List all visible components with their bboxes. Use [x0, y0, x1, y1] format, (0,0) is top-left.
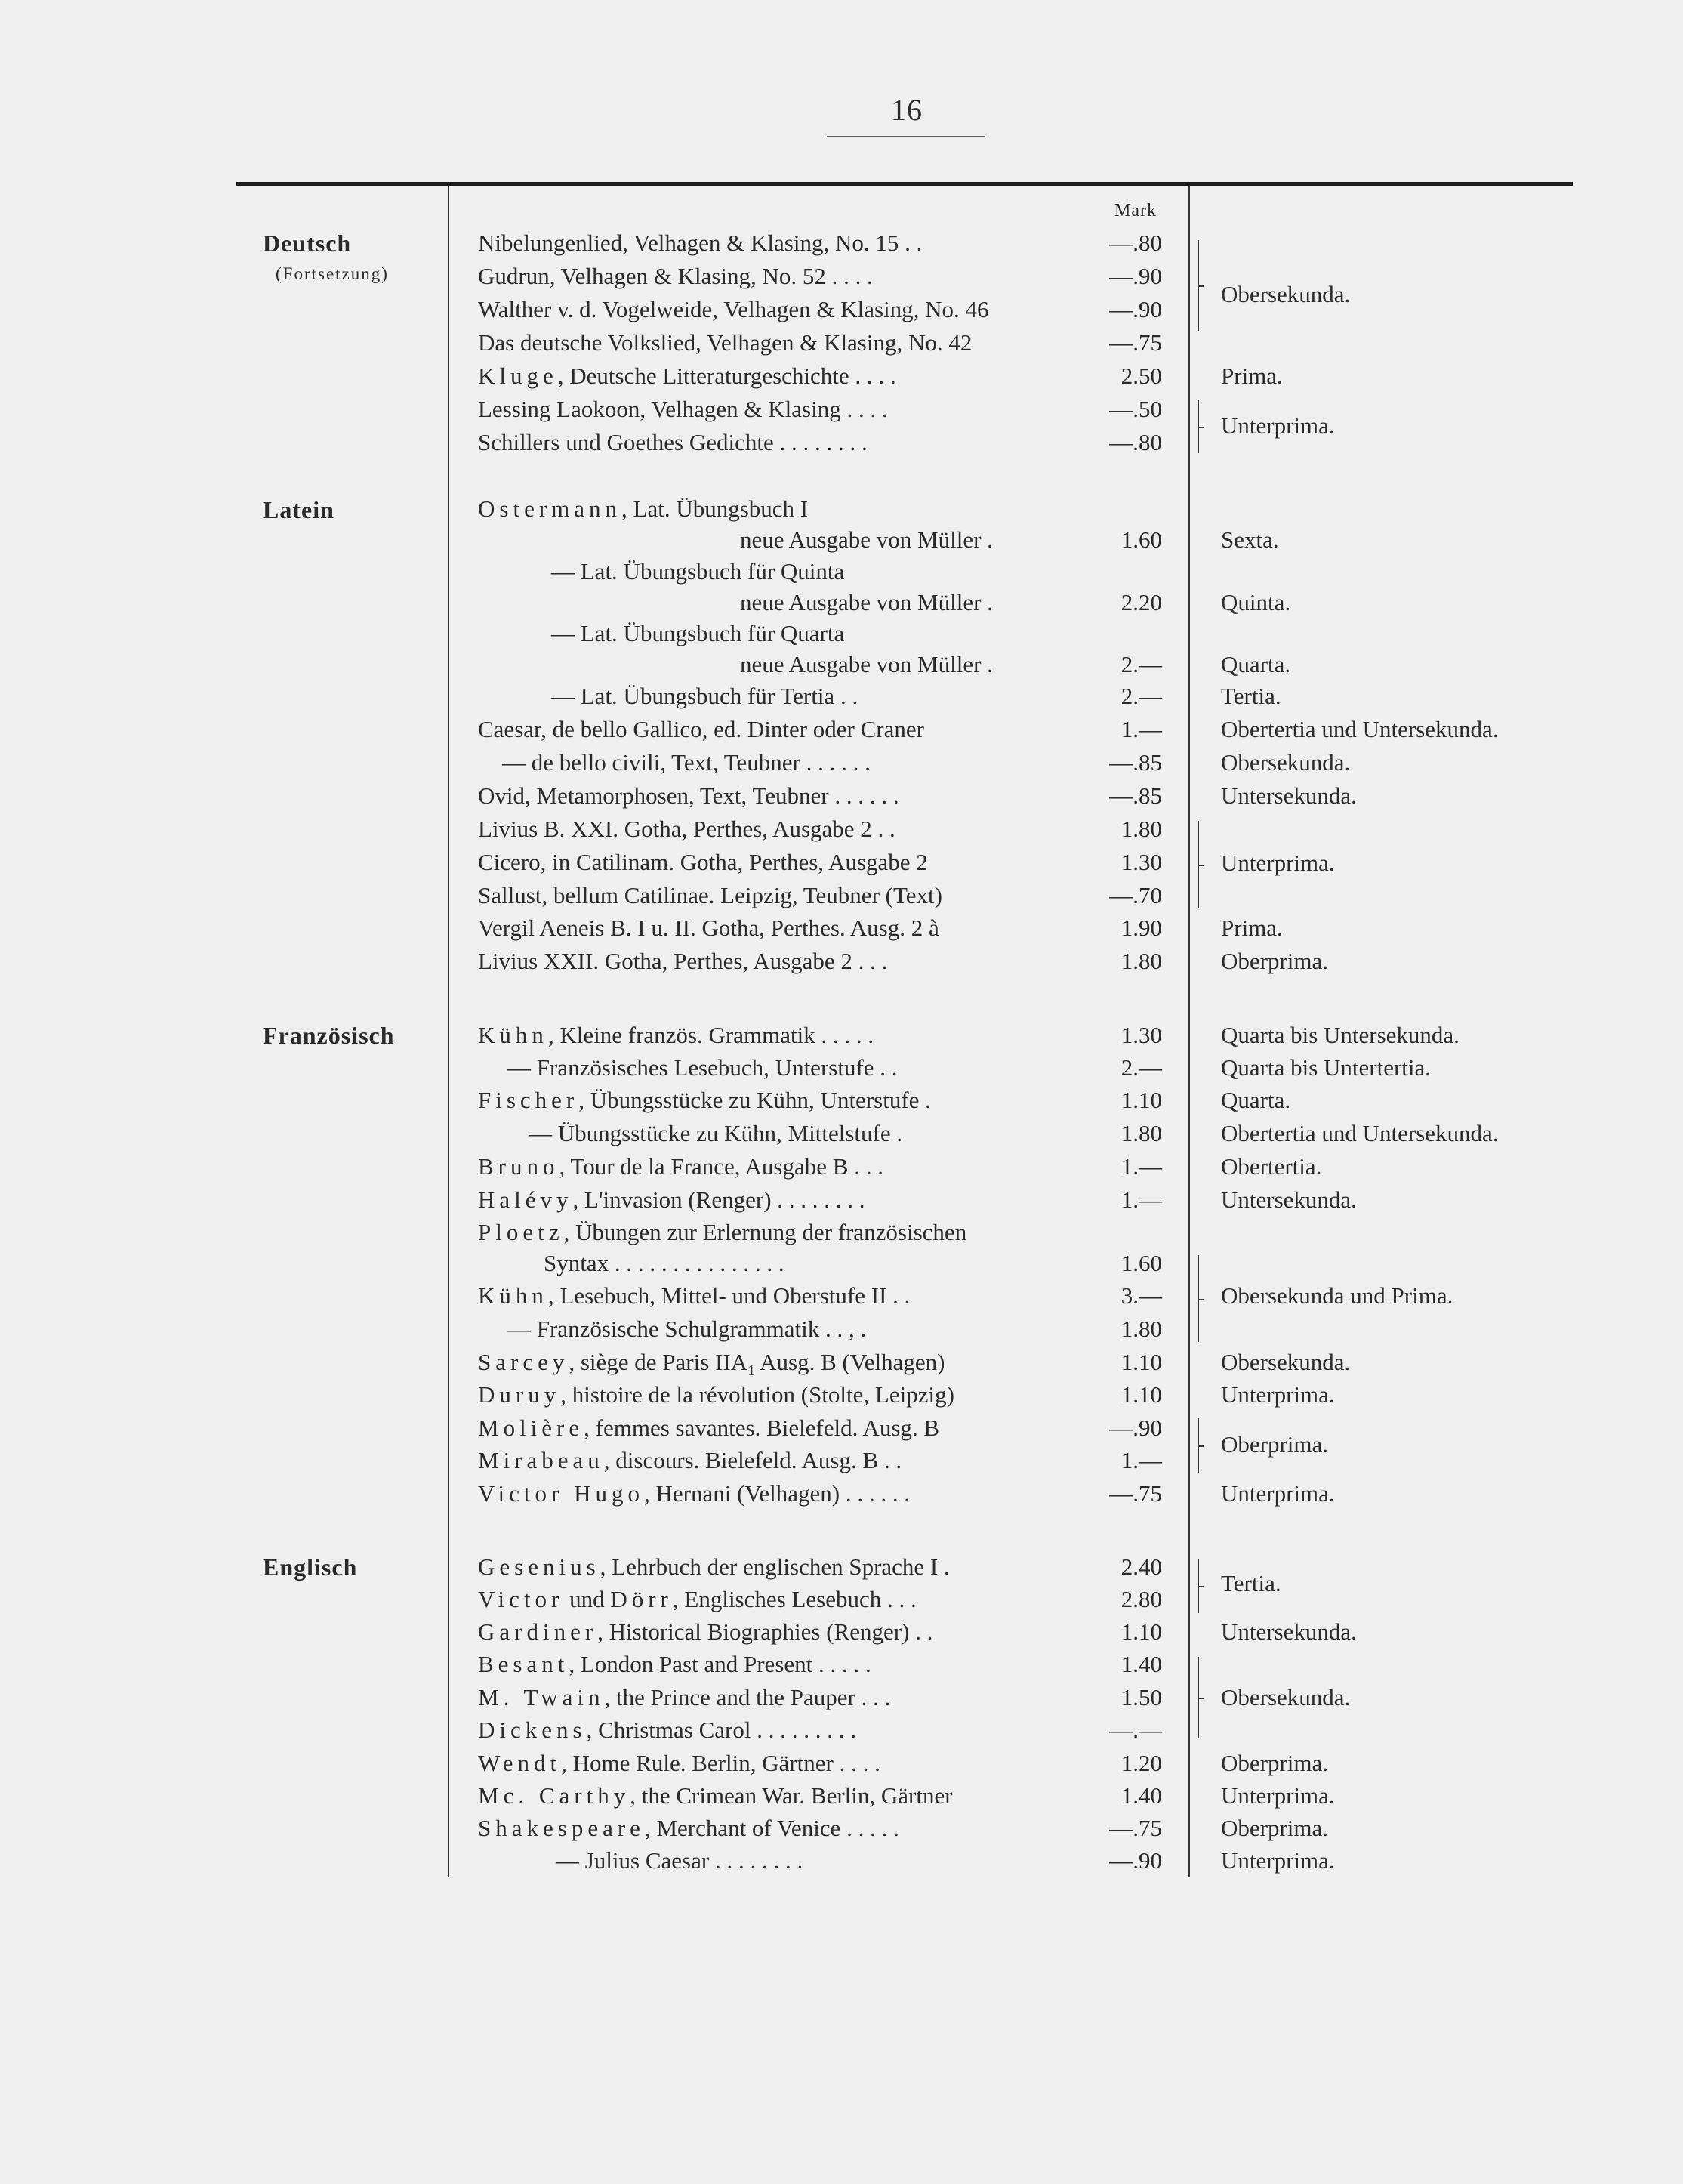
book-title: Cicero, in Catilinam. Gotha, Perthes, Ausgabe 2	[478, 849, 928, 875]
book-title: Walther v. d. Vogelweide, Velhagen & Klasing, No. 46	[478, 296, 989, 322]
book-entry	[478, 1587, 917, 1612]
book-price: 1.80	[1120, 816, 1162, 842]
book-price: 2.40	[1120, 1553, 1162, 1580]
book-title: Das deutsche Volkslied, Velhagen & Klasing, No. 42	[478, 329, 973, 356]
class-level: Obersekunda und Prima.	[1221, 1282, 1453, 1309]
book-author: Kühn	[478, 1282, 548, 1309]
book-author: Kühn	[478, 1022, 548, 1048]
book-title: Ovid, Metamorphosen, Text, Teubner . . . . . .	[478, 782, 899, 809]
book-price: 1.80	[1120, 948, 1162, 974]
book-title: , Home Rule. Berlin, Gärtner . . . .	[561, 1750, 880, 1776]
book-title: , Übungsstücke zu Kühn, Unterstufe .	[578, 1087, 931, 1113]
book-title-end: , Englisches Lesebuch . . .	[672, 1586, 917, 1612]
book-author: Besant	[478, 1651, 569, 1677]
book-title: Vergil Aeneis B. I u. II. Gotha, Perthes. Ausg. 2 à	[478, 915, 939, 941]
book-title: , siège de Paris IIA	[569, 1349, 748, 1375]
book-title: , femmes savantes. Bielefeld. Ausg. B	[584, 1414, 940, 1441]
class-level: Unterprima.	[1221, 850, 1335, 876]
book-author: Duruy	[478, 1381, 561, 1408]
book-entry	[478, 1717, 856, 1743]
price-column-header: Mark	[1114, 201, 1157, 221]
class-level: Quarta bis Untertertia.	[1221, 1054, 1432, 1081]
book-title: , Kleine französ. Grammatik . . . . .	[547, 1022, 874, 1048]
class-level: Prima.	[1221, 362, 1283, 389]
book-title: — Lat. Übungsbuch für Quarta	[551, 620, 845, 646]
book-entry	[478, 1382, 954, 1408]
book-author: Victor Hugo	[478, 1480, 644, 1507]
class-level: Untersekunda.	[1221, 1618, 1357, 1645]
book-entry	[478, 1220, 966, 1245]
book-title: — de bello civili, Text, Teubner . . . . . .	[502, 749, 871, 776]
book-entry	[478, 1023, 874, 1048]
book-title: , Merchant of Venice . . . . .	[644, 1815, 899, 1841]
class-level: Tertia.	[1221, 683, 1281, 709]
book-entry	[478, 1652, 871, 1677]
class-level: Quinta.	[1221, 589, 1291, 615]
class-level: Quarta.	[1221, 651, 1291, 677]
book-title: , Tour de la France, Ausgabe B . . .	[559, 1153, 883, 1180]
book-entry	[478, 1554, 950, 1580]
book-title: neue Ausgabe von Müller .	[740, 589, 993, 615]
book-author: Dickens	[478, 1717, 587, 1743]
book-author: Halévy	[478, 1186, 573, 1213]
book-title: , histoire de la révolution (Stolte, Leipzig)	[560, 1381, 954, 1408]
book-author: Molière	[478, 1414, 584, 1441]
book-entry	[478, 1087, 931, 1113]
grouping-brace	[1198, 1657, 1207, 1738]
class-level: Obersekunda.	[1221, 749, 1351, 776]
book-price: 1.60	[1120, 1250, 1162, 1276]
book-price: —.50	[1109, 396, 1162, 422]
book-price: 1.20	[1120, 1750, 1162, 1776]
book-price: —.70	[1109, 882, 1162, 908]
book-title: Nibelungenlied, Velhagen & Klasing, No. 15 . .	[478, 230, 923, 256]
subject-heading: Latein	[263, 496, 334, 523]
book-title: , the Crimean War. Berlin, Gärtner	[630, 1782, 953, 1809]
book-author: Mc. Carthy	[478, 1782, 630, 1809]
grouping-brace	[1198, 1255, 1207, 1342]
book-author-2: Dörr	[610, 1586, 673, 1612]
column-divider-left	[448, 186, 449, 1877]
book-price: —.85	[1109, 782, 1162, 809]
book-title: , Übungen zur Erlernung der französischen	[563, 1219, 967, 1245]
book-author: Mirabeau	[478, 1447, 604, 1473]
book-price: 1.10	[1120, 1087, 1162, 1113]
class-level: Oberprima.	[1221, 1750, 1329, 1776]
class-level: Obertertia und Untersekunda.	[1221, 716, 1499, 742]
grouping-brace	[1198, 821, 1207, 908]
book-entry	[478, 1783, 953, 1809]
table-top-rule	[236, 182, 1573, 186]
book-price: —.—	[1109, 1717, 1162, 1743]
book-entry	[478, 1815, 899, 1841]
subject-note: (Fortsetzung)	[276, 264, 389, 283]
book-author: Wendt	[478, 1750, 562, 1776]
class-level: Unterprima.	[1221, 1381, 1335, 1408]
book-title: , London Past and Present . . . . .	[569, 1651, 871, 1677]
class-level: Obersekunda.	[1221, 1684, 1351, 1710]
book-title: , L'invasion (Renger) . . . . . . . .	[572, 1186, 865, 1213]
book-title-end: Ausg. B (Velhagen)	[755, 1349, 945, 1375]
subject-heading: Deutsch	[263, 230, 352, 257]
book-price: —.75	[1109, 1480, 1162, 1507]
book-price: —.80	[1109, 230, 1162, 256]
book-price: 1.10	[1120, 1349, 1162, 1375]
book-title: Syntax . . . . . . . . . . . . . . .	[544, 1250, 784, 1276]
book-title: , Lesebuch, Mittel- und Oberstufe II . .	[547, 1282, 911, 1309]
book-price: 1.40	[1120, 1651, 1162, 1677]
book-price: —.90	[1109, 296, 1162, 322]
book-title: Livius XXII. Gotha, Perthes, Ausgabe 2 . . .	[478, 948, 888, 974]
book-title: Caesar, de bello Gallico, ed. Dinter oder Craner	[478, 716, 924, 742]
class-level: Prima.	[1221, 915, 1283, 941]
book-price: —.75	[1109, 1815, 1162, 1841]
class-level: Untersekunda.	[1221, 782, 1357, 809]
book-entry	[478, 1187, 865, 1213]
book-price: 1.10	[1120, 1618, 1162, 1645]
class-level: Obertertia und Untersekunda.	[1221, 1120, 1499, 1146]
book-price: 1.60	[1120, 526, 1162, 553]
book-title: , discours. Bielefeld. Ausg. B . .	[603, 1447, 902, 1473]
book-price: 1.10	[1120, 1381, 1162, 1408]
class-level: Unterprima.	[1221, 1782, 1335, 1809]
class-level: Oberprima.	[1221, 1815, 1329, 1841]
book-price: 1.50	[1120, 1684, 1162, 1710]
book-title: , the Prince and the Pauper . . .	[604, 1684, 891, 1710]
book-author: Ploetz	[478, 1219, 564, 1245]
grouping-brace	[1198, 1559, 1207, 1613]
page-number-rule	[827, 136, 985, 137]
book-title: , Deutsche Litteraturgeschichte . . . .	[557, 362, 896, 389]
book-price: 2.20	[1120, 589, 1162, 615]
class-level: Unterprima.	[1221, 1847, 1335, 1874]
book-author: Kluge	[478, 362, 558, 389]
book-title: und	[563, 1586, 611, 1612]
book-price: 1.80	[1120, 1120, 1162, 1146]
book-price: 2.—	[1120, 651, 1162, 677]
book-entry	[478, 1350, 945, 1384]
book-price: —.90	[1109, 1847, 1162, 1874]
book-entry	[478, 1685, 890, 1710]
book-price: 2.50	[1120, 362, 1162, 389]
book-price: —.85	[1109, 749, 1162, 776]
book-price: 1.80	[1120, 1316, 1162, 1342]
book-price: —.90	[1109, 263, 1162, 289]
book-entry	[478, 1619, 932, 1645]
book-price: 2.80	[1120, 1586, 1162, 1612]
book-entry	[478, 363, 896, 389]
book-title: — Französisches Lesebuch, Unterstufe . .	[507, 1054, 898, 1081]
book-title: — Übungsstücke zu Kühn, Mittelstufe .	[529, 1120, 903, 1146]
class-level: Oberprima.	[1221, 948, 1329, 974]
book-price: —.75	[1109, 329, 1162, 356]
book-title: , Lat. Übungsbuch I	[621, 495, 809, 522]
book-price: 2.—	[1120, 683, 1162, 709]
grouping-brace	[1198, 1418, 1207, 1473]
column-divider-right	[1188, 186, 1190, 1877]
book-entry	[478, 1283, 910, 1309]
book-entry	[478, 1751, 880, 1776]
book-title: Sallust, bellum Catilinae. Leipzig, Teubner (Text)	[478, 882, 942, 908]
book-price: 1.—	[1120, 1447, 1162, 1473]
book-title: — Julius Caesar . . . . . . . .	[556, 1847, 803, 1874]
class-level: Quarta bis Untersekunda.	[1221, 1022, 1460, 1048]
class-level: Untersekunda.	[1221, 1186, 1357, 1213]
class-level: Obersekunda.	[1221, 281, 1351, 307]
book-price: 1.90	[1120, 915, 1162, 941]
book-title: Livius B. XXI. Gotha, Perthes, Ausgabe 2 . .	[478, 816, 895, 842]
subject-heading: Französisch	[263, 1022, 395, 1049]
class-level: Unterprima.	[1221, 412, 1335, 439]
book-title: Schillers und Goethes Gedichte . . . . . . . .	[478, 429, 868, 455]
book-title: — Lat. Übungsbuch für Tertia . .	[551, 683, 858, 709]
book-entry	[478, 1448, 902, 1473]
book-price: 1.40	[1120, 1782, 1162, 1809]
book-entry	[478, 1481, 910, 1507]
book-title: Lessing Laokoon, Velhagen & Klasing . . . .	[478, 396, 888, 422]
book-author: Ostermann	[478, 495, 622, 522]
class-level: Obertertia.	[1221, 1153, 1322, 1180]
book-price: —.90	[1109, 1414, 1162, 1441]
book-entry	[478, 1415, 939, 1441]
grouping-brace	[1198, 240, 1207, 331]
book-price: 1.30	[1120, 849, 1162, 875]
book-author: Gardiner	[478, 1618, 598, 1645]
book-price: 2.—	[1120, 1054, 1162, 1081]
book-author: Victor	[478, 1586, 564, 1612]
class-level: Oberprima.	[1221, 1431, 1329, 1458]
book-entry	[478, 496, 808, 522]
book-author: Shakespeare	[478, 1815, 645, 1841]
class-level: Unterprima.	[1221, 1480, 1335, 1507]
book-title: , Christmas Carol . . . . . . . . .	[586, 1717, 856, 1743]
book-price: 1.—	[1120, 1186, 1162, 1213]
book-author: Sarcey	[478, 1349, 569, 1375]
book-title: , Hernani (Velhagen) . . . . . .	[643, 1480, 911, 1507]
book-title: , Historical Biographies (Renger) . .	[597, 1618, 933, 1645]
book-price: 3.—	[1120, 1282, 1162, 1309]
book-title: — Lat. Übungsbuch für Quinta	[551, 558, 845, 585]
book-price: 1.—	[1120, 1153, 1162, 1180]
book-author: M. Twain	[478, 1684, 605, 1710]
book-title: neue Ausgabe von Müller .	[740, 651, 993, 677]
book-title: Gudrun, Velhagen & Klasing, No. 52 . . . .	[478, 263, 873, 289]
book-title-subscript: 1	[747, 1362, 756, 1380]
class-level: Obersekunda.	[1221, 1349, 1351, 1375]
class-level: Quarta.	[1221, 1087, 1291, 1113]
book-title: neue Ausgabe von Müller .	[740, 526, 993, 553]
book-title: , Lehrbuch der englischen Sprache I .	[600, 1553, 950, 1580]
class-level: Tertia.	[1221, 1570, 1281, 1596]
page-number: 16	[891, 93, 923, 127]
book-price: 1.—	[1120, 716, 1162, 742]
book-author: Fischer	[478, 1087, 579, 1113]
book-price: —.80	[1109, 429, 1162, 455]
book-author: Gesenius	[478, 1553, 600, 1580]
book-entry	[478, 1154, 883, 1180]
book-price: 1.30	[1120, 1022, 1162, 1048]
grouping-brace	[1198, 400, 1207, 453]
book-author: Bruno	[478, 1153, 559, 1180]
book-title: — Französische Schulgrammatik . . , .	[507, 1316, 867, 1342]
class-level: Sexta.	[1221, 526, 1279, 553]
subject-heading: Englisch	[263, 1553, 358, 1581]
